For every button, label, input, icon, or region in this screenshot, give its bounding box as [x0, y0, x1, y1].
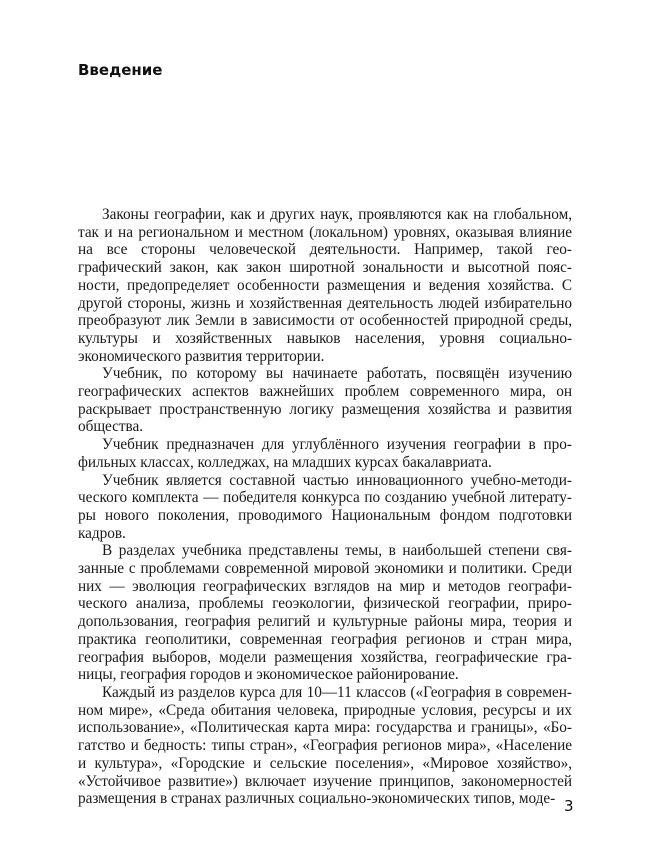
- paragraph: Учебник является составной частью инновационного учебно-методического комплекта — победителя конкурса по созданию учебной литературы нового поколения, проводимого Национальным фондом подготовки кадров.: [78, 471, 572, 542]
- body-text: [78, 206, 572, 808]
- paragraph: Каждый из разделов курса для 10—11 классов («География в современном мире», «Среда обитания человека, природные условия, ресурсы и их использование», «Политическая карта мира: государства и границы», «Богатство и бедность: типы стран», «География регионов мира», «Население и культура», «Городские и сельские поселения», «Мировое хозяйство», «Устойчивое развитие») включает изучение принципов, закономерностей размещения в странах различных социально-экономических типов, моде-: [78, 683, 572, 808]
- paragraph: Учебник, по которому вы начинаете работать, посвящён изучению географических аспектов важнейших проблем современного мира, он раскрывает пространственную логику размещения хозяйства и развития общества.: [78, 365, 572, 436]
- page-title: Введение: [78, 61, 163, 79]
- paragraph: Законы географии, как и других наук, проявляются как на глобальном, так и на региональном и местном (локальном) уровнях, оказывая влияние на все стороны человеческой деятельности. Например, такой географический закон, как закон широтной зональности и высотной поясности, предопределяет особенности размещения и ведения хозяйства. С другой стороны, жизнь и хозяйственная деятельность людей избирательно преобразуют лик Земли в зависимости от особенностей природной среды, культуры и хозяйственных навыков населения, уровня социально-экономического развития территории.: [78, 206, 572, 365]
- paragraph: Учебник предназначен для углублённого изучения географии в профильных классах, колледжах, на младших курсах бакалавриата.: [78, 436, 572, 471]
- paragraph: В разделах учебника представлены темы, в наибольшей степени связанные с проблемами современной мировой экономики и политики. Среди них — эволюция географических взглядов на мир и методов географического анализа, проблемы геоэкологии, физической географии, природопользования, география религий и культурные районы мира, теория и практика геополитики, современная география регионов и стран мира, география выборов, модели размещения хозяйства, географические границы, география городов и экономическое районирование.: [78, 542, 572, 684]
- page-number: 3: [564, 797, 574, 815]
